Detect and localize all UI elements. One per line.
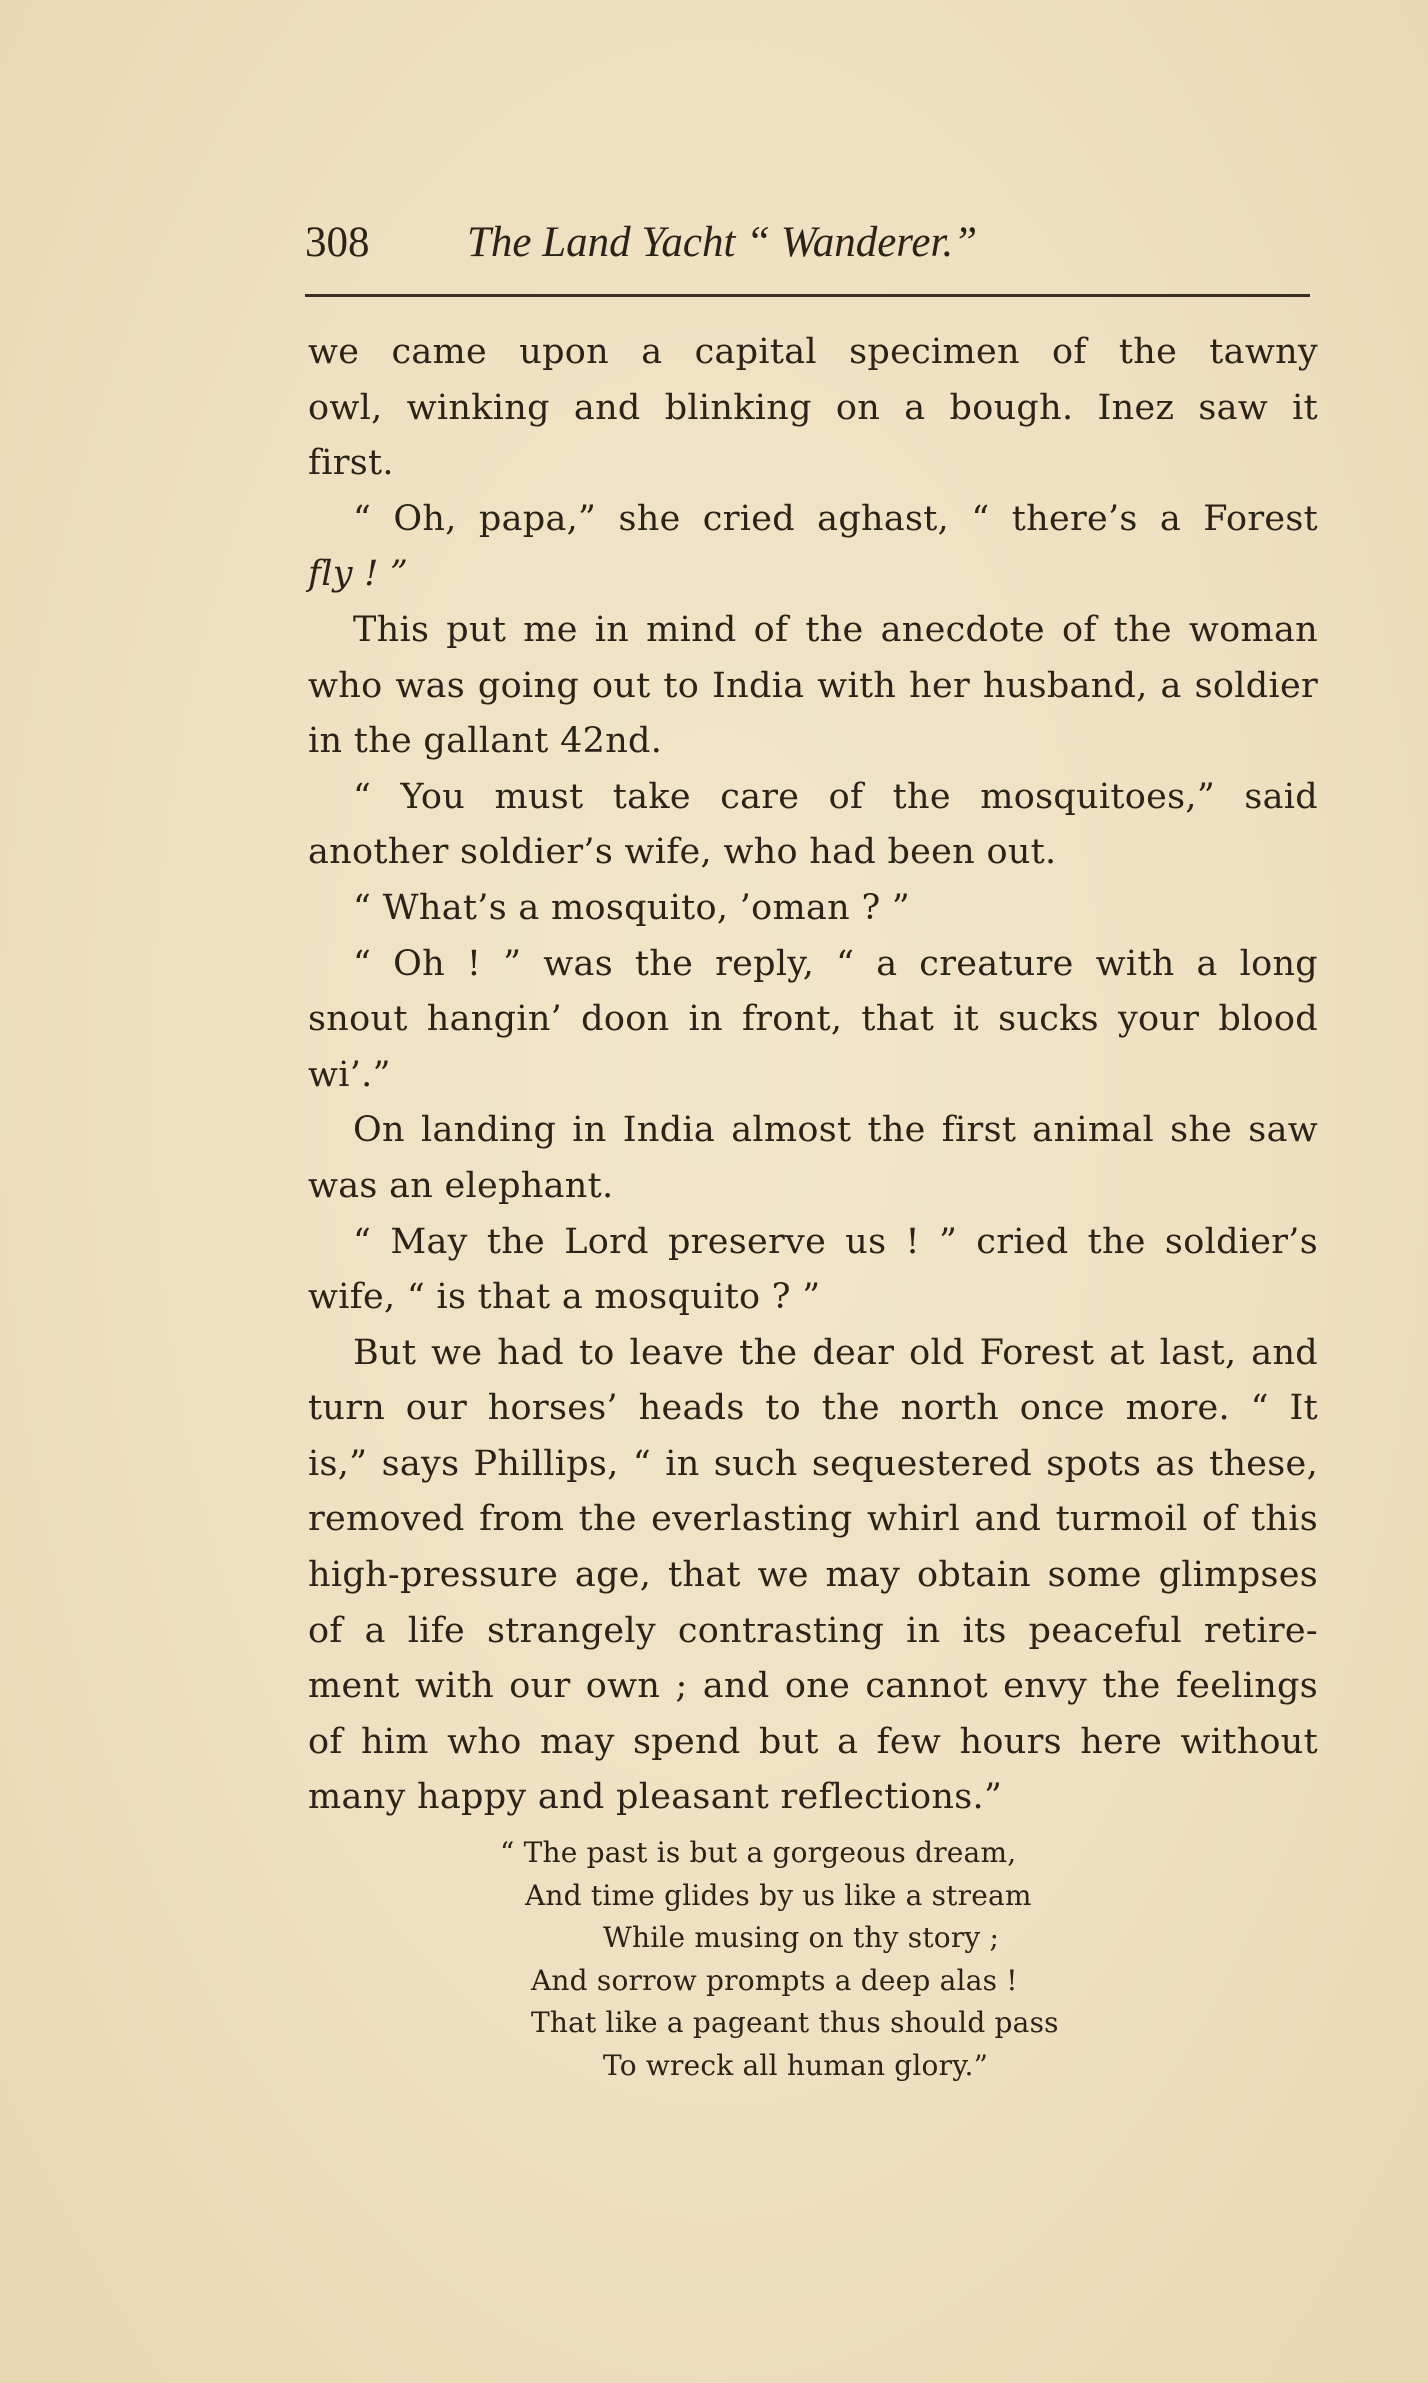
running-title: The Land Yacht “ Wanderer.” xyxy=(467,219,978,266)
poem-line: And sorrow prompts a deep alas ! xyxy=(531,1963,1018,1997)
text-line: “ Oh, papa,” she cried aghast, “ there’s a Forest xyxy=(353,498,1318,539)
text-line: ment with our own ; and one cannot envy the feelings xyxy=(308,1666,1318,1707)
body-text xyxy=(308,325,1318,1826)
text-line: turn our horses’ heads to the north once more. “ It xyxy=(308,1388,1318,1429)
poem-line: While musing on thy story ; xyxy=(603,1921,1000,1954)
poem-line: To wreck all human glory.” xyxy=(603,2048,989,2082)
text-line: of him who may spend but a few hours here without xyxy=(308,1721,1318,1762)
text-line: “ You must take care of the mosquitoes,” said xyxy=(353,776,1318,817)
text-line: This put me in mind of the anecdote of the woman xyxy=(353,609,1318,650)
text-line: “ What’s a mosquito, ’oman ? ” xyxy=(353,887,911,928)
poem-line: That like a pageant thus should pass xyxy=(531,2006,1059,2039)
header-rule xyxy=(305,294,1310,297)
page-header xyxy=(305,210,1310,280)
text-line: wife, “ is that a mosquito ? ” xyxy=(308,1277,821,1318)
text-line: fly ! ” xyxy=(308,554,409,595)
text-line: of a life strangely contrasting in its peaceful retire- xyxy=(308,1610,1318,1651)
text-line: another soldier’s wife, who had been out. xyxy=(308,832,1057,873)
text-line: removed from the everlasting whirl and turmoil of this xyxy=(308,1499,1318,1540)
text-line: wi’.” xyxy=(308,1054,391,1095)
text-line: first. xyxy=(308,443,394,484)
text-line: we came upon a capital specimen of the tawny xyxy=(308,332,1318,372)
text-line: snout hangin’ doon in front, that it sucks your blood xyxy=(308,999,1318,1040)
poem-quote xyxy=(500,1832,1059,2087)
text-line: But we had to leave the dear old Forest at last, and xyxy=(353,1332,1318,1373)
text-line: in the gallant 42nd. xyxy=(308,721,663,762)
text-line: many happy and pleasant reflections.” xyxy=(308,1777,1003,1818)
text-line: “ Oh ! ” was the reply, “ a creature with a long xyxy=(353,943,1318,984)
poem-line: “ The past is but a gorgeous dream, xyxy=(500,1836,1017,1869)
text-line: On landing in India almost the first animal she saw xyxy=(353,1110,1318,1151)
text-line: who was going out to India with her husband, a soldier xyxy=(308,665,1318,706)
poem-line: And time glides by us like a stream xyxy=(525,1878,1032,1912)
text-line: “ May the Lord preserve us ! ” cried the soldier’s xyxy=(353,1221,1318,1262)
text-line: owl, winking and blinking on a bough. Inez saw it xyxy=(308,387,1318,428)
text-line: high-pressure age, that we may obtain some glimpses xyxy=(308,1555,1318,1596)
text-line: is,” says Phillips, “ in such sequestered spots as these, xyxy=(308,1443,1318,1484)
text-line: was an elephant. xyxy=(308,1165,614,1206)
page-number: 308 xyxy=(305,219,370,266)
